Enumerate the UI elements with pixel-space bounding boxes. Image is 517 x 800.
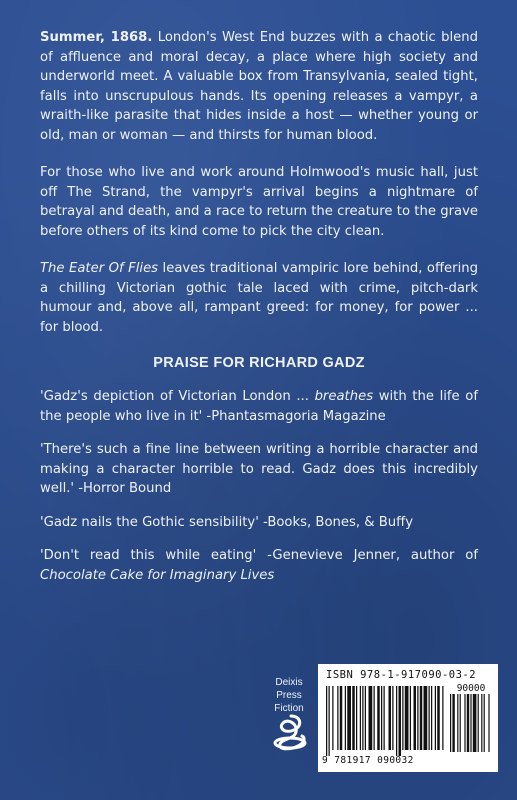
- blurb-paragraph-2: For those who live and work around Holmwood's music hall, just off The Strand, the vampyr's arrival begins a nightmare of betrayal and death, and a race to return the creature to the grave before others of its kind come to pick the city clean.: [40, 165, 478, 239]
- isbn-text: ISBN 978-1-917090-03-2: [326, 669, 477, 681]
- praise-quote-3: 'Gadz nails the Gothic sensibility' -Books, Bones, & Buffy: [40, 514, 414, 530]
- praise-quote-1: [40, 387, 478, 426]
- quote1-end: with the life of the people who live in it' -Phantasmagoria Magazine: [40, 389, 479, 424]
- publisher-category: Fiction: [274, 703, 304, 714]
- blurb-paragraph-1: [40, 28, 478, 145]
- blurb-p1-text: London's West End buzzes with a chaotic blend of affluence and moral decay, a place where high society and underworld meet. A valuable box from Transylvania, sealed tight, falls into unscrupulous hands. Its opening releases a vampyr, a wraith-like parasite that hides inside a host — whether young or old, man or woman — and thirsts for human blood.: [40, 30, 478, 143]
- addon-barcode-bars: [450, 686, 492, 752]
- barcode: [318, 664, 498, 772]
- knot-logo-icon: [268, 712, 314, 752]
- quote1-start: 'Gadz's depiction of Victorian London ...: [40, 389, 315, 404]
- blurb-lead: Summer, 1868.: [40, 30, 153, 45]
- blurb-p3-text: leaves traditional vampiric lore behind, offering a chilling Victorian gothic tale laced with crime, pitch-dark humour and, above all, rampant greed: for money, for power ... for blood.: [40, 261, 478, 335]
- quote4-start: 'Don't read this while eating' -Genevieve Jenner, author of: [40, 548, 478, 563]
- addon-number: 90000: [450, 683, 492, 694]
- publisher-name: Deixis Press: [275, 677, 303, 701]
- back-cover-text: [40, 28, 478, 599]
- quote4-emphasis: Chocolate Cake for Imaginary Lives: [40, 567, 275, 583]
- blurb-paragraph-3: [40, 259, 478, 337]
- praise-quote-4: [40, 546, 478, 585]
- ean-digits: 9 781917 090032: [322, 755, 414, 766]
- ean-barcode-bars: [326, 686, 446, 756]
- book-title: The Eater Of Flies: [40, 261, 159, 276]
- praise-heading: PRAISE FOR RICHARD GADZ: [153, 355, 365, 371]
- quote1-emphasis: breathes: [314, 389, 374, 404]
- publisher-imprint: [262, 676, 316, 715]
- praise-quote-2: 'There's such a fine line between writing a horrible character and making a character horrible to read. Gadz does this incredibly well.' -Horror Bound: [40, 442, 478, 496]
